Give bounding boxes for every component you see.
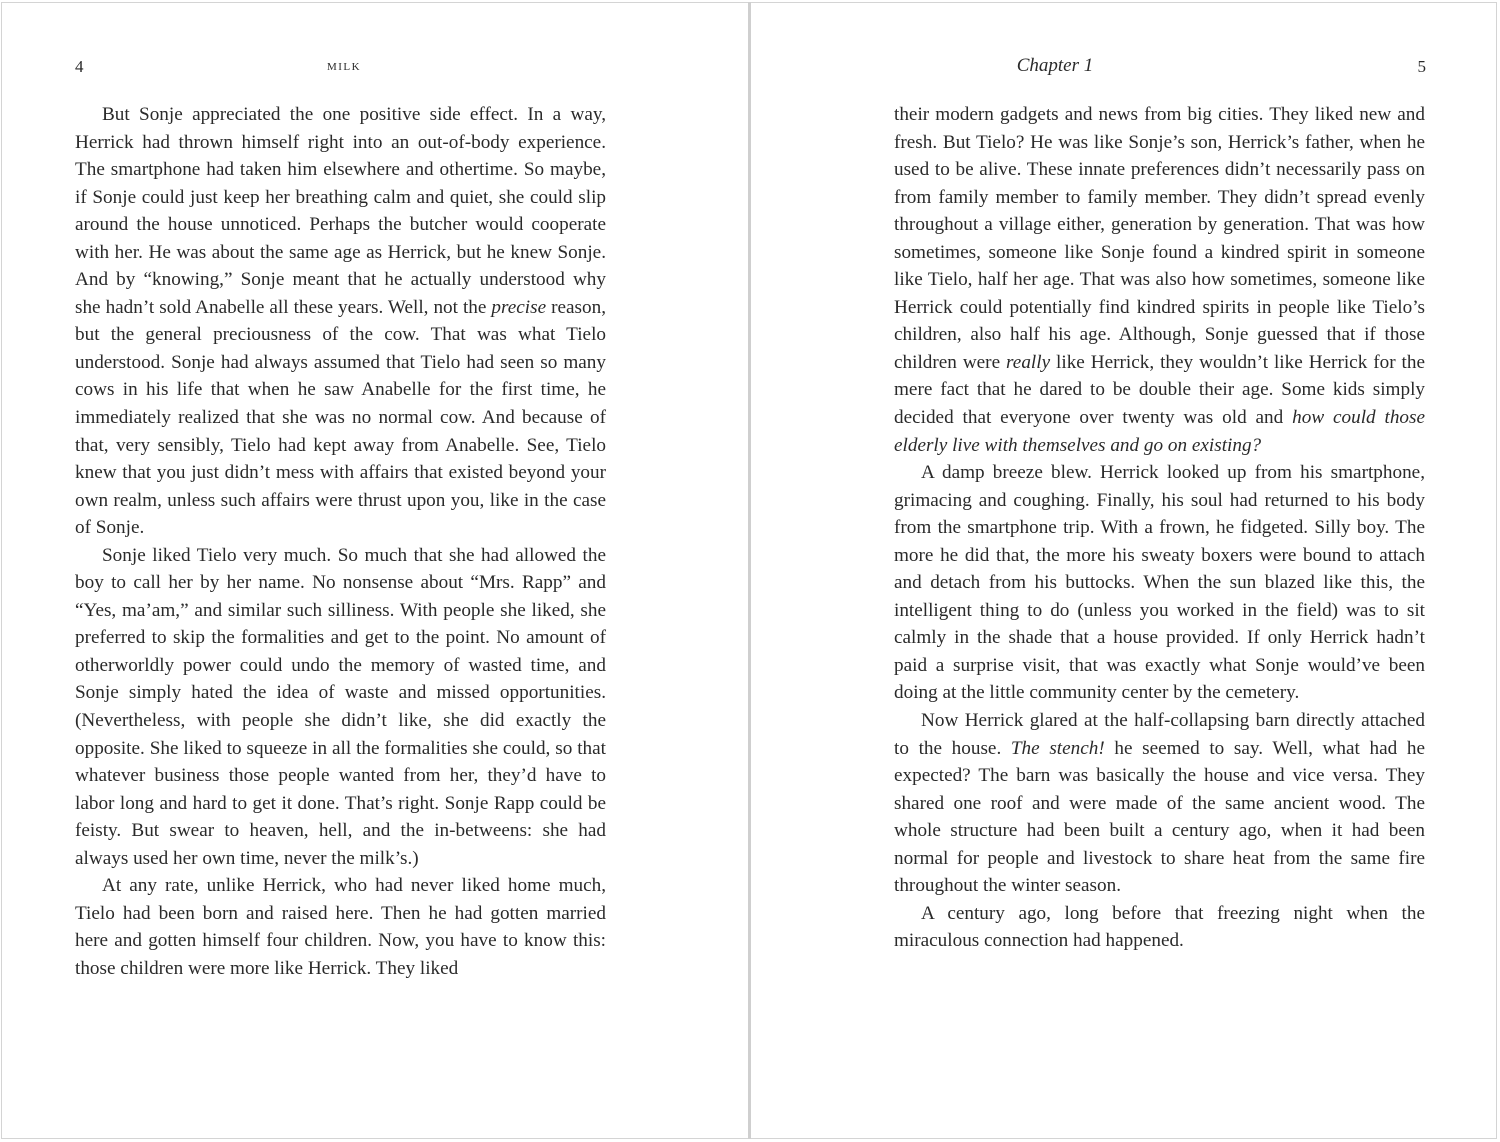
page-body-text — [75, 101, 606, 983]
paragraph-text: Now Herrick glared at the half-collapsing barn directly attached to the house. — [894, 710, 1425, 759]
paragraph-text: A century ago, long before that freezing night when the miraculous connection had happened. — [894, 902, 1425, 952]
paragraph-text: he seemed to say. Well, what had he expected? The barn was basically the house and vice versa. They shared one roof and were made of the same ancient wood. The whole structure had been built a century ago, when it had been normal for people and livestock to share heat from the same fire throughout the winter season. — [894, 737, 1425, 897]
italic-text: precise — [491, 296, 547, 318]
page-number: 5 — [1417, 57, 1426, 76]
running-head-chapter-title: Chapter 1 — [1016, 55, 1094, 76]
body-paragraph — [894, 707, 1425, 900]
body-paragraph — [894, 459, 1425, 707]
paragraph-text: their modern gadgets and news from big cities. They liked new and fresh. But Tielo? He was like Sonje’s son, Herrick’s father, when he used to be alive. These innate preferences didn’t necessarily pass on from family member to family member. They didn’t spread evenly throughout a village either, generation by generation. That was how sometimes, someone like Sonje found a kindred spirit in someone like Tielo, half her age. That was also how sometimes, someone like Herrick could potentially find kindred spirits in people like Tielo’s children, also half his age. Although, Sonje guessed that if those children were — [894, 104, 1425, 373]
body-paragraph — [75, 872, 606, 982]
paragraph-text: At any rate, unlike Herrick, who had never liked home much, Tielo had been born and raised here. Then he had gotten married here and gotten himself four children. Now, you have to know this: those children were more like Herrick. They liked — [75, 875, 606, 979]
paragraph-text: But Sonje appreciated the one positive side effect. In a way, Herrick had thrown himself right into an out-of-body experience. The smartphone had taken him elsewhere and othertime. So maybe, if Sonje could just keep her breathing calm and quiet, she could slip around the house unnoticed. Perhaps the butcher would cooperate with her. He was about the same age as Herrick, but he knew Sonje. And by “knowing,” Sonje meant that he actually understood why she hadn’t sold Anabelle all these years. Well, not the — [75, 104, 606, 318]
paragraph-text: A damp breeze blew. Herrick looked up from his smartphone, grimacing and coughing. Finally, his soul had returned to his body from the smartphone trip. With a frown, he fidgeted. Silly boy. The more he did that, the more his sweaty boxers were bound to attach and detach from his buttocks. When the sun blazed like this, the intelligent thing to do (unless you worked in the field) was to sit calmly in the shade that a house provided. If only Herrick hadn’t paid a surprise visit, that was exactly what Sonje would’ve been doing at the little community center by the cemetery. — [894, 462, 1425, 704]
paragraph-text: Sonje liked Tielo very much. So much that she had allowed the boy to call her by her name. No nonsense about “Mrs. Rapp” and “Yes, ma’am,” and similar such silliness. With people she liked, she preferred to skip the formalities and get to the point. No amount of otherworldly power could undo the memory of wasted time, and Sonje simply hated the idea of waste and missed opportunities. (Nevertheless, with people she didn’t like, she did exactly the opposite. She liked to squeeze in all the formalities she could, so that whatever business those people wanted from her, they’d have to labor long and hard to get it done. That’s right. Sonje Rapp could be feisty. But swear to heaven, hell, and the in-betweens: she had always used her own time, never the milk’s.) — [75, 544, 606, 869]
page-body-text — [894, 101, 1425, 955]
left-page — [0, 0, 748, 1142]
right-page — [751, 0, 1500, 1142]
italic-text: really — [1006, 351, 1051, 373]
paragraph-text: reason, but the general preciousness of the cow. That was what Tielo understood. Sonje had always assumed that Tielo had seen so many cows in his life that when he saw Anabelle for the first time, he immediately realized that she was no normal cow. And because of that, very sensibly, Tielo had kept away from Anabelle. See, Tielo knew that you just didn’t mess with affairs that existed beyond your own realm, unless such affairs were thrust upon you, like in the case of Sonje. — [75, 296, 606, 539]
body-paragraph — [75, 542, 606, 873]
body-paragraph — [75, 101, 606, 542]
italic-text: The stench! — [1010, 737, 1105, 759]
running-head-book-title: milk — [326, 57, 362, 74]
body-paragraph — [894, 900, 1425, 955]
italic-text: how could those elderly live with themselves and go on existing? — [894, 407, 1425, 456]
body-paragraph — [894, 101, 1425, 459]
page-number: 4 — [75, 57, 84, 76]
paragraph-text: like Herrick, they wouldn’t like Herrick for the mere fact that he dared to be double their age. Some kids simply decided that everyone over twenty was old and — [894, 351, 1425, 429]
